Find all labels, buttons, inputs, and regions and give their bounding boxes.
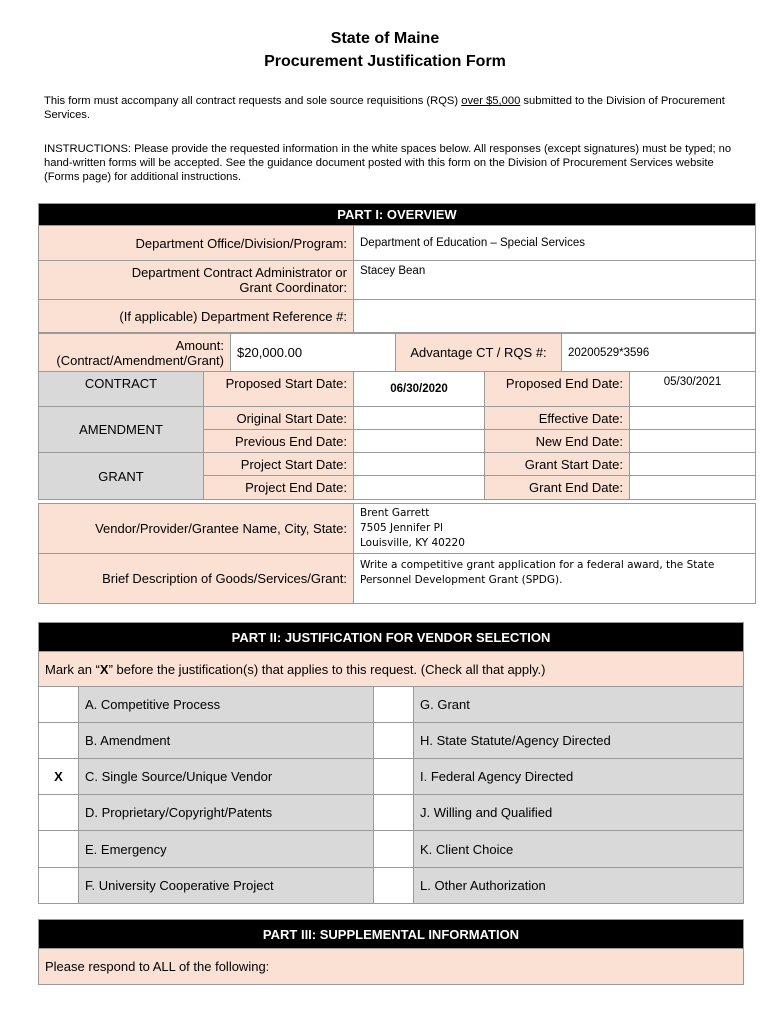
checkbox-k[interactable] — [374, 831, 414, 868]
amendment-label: AMENDMENT — [39, 407, 204, 453]
grant-end-label: Grant End Date: — [485, 476, 630, 500]
option-g: G. Grant — [414, 687, 744, 723]
option-k: K. Client Choice — [414, 831, 744, 868]
option-l: L. Other Authorization — [414, 868, 744, 904]
option-d: D. Proprietary/Copyright/Patents — [79, 795, 374, 831]
project-end-label: Project End Date: — [204, 476, 354, 500]
part2-instruction-before: Mark an “ — [45, 661, 100, 677]
advantage-field[interactable]: 20200529*3596 — [562, 334, 756, 372]
form-title: Procurement Justification Form — [264, 53, 506, 70]
admin-label-line1: Department Contract Administrator or — [131, 265, 347, 280]
ref-field[interactable] — [354, 300, 756, 333]
amount-label-line1: Amount: — [175, 337, 224, 353]
effective-date-label: Effective Date: — [485, 407, 630, 430]
new-end-field[interactable] — [630, 430, 756, 453]
admin-field[interactable]: Stacey Bean — [354, 261, 756, 300]
instructions-paragraph: INSTRUCTIONS: Please provide the requested information in the white spaces below. All responses (except signatures) must be typed; no hand-written forms will be accepted. See the guidance document posted with this form on the Division of Procurement Services website (Forms page) for additional instructions. — [44, 143, 732, 183]
checkbox-h[interactable] — [374, 723, 414, 759]
proposed-start-label: Proposed Start Date: — [204, 372, 354, 407]
part1-table — [38, 203, 756, 333]
grant-start-field[interactable] — [630, 453, 756, 476]
proposed-end-field[interactable]: 05/30/2021 — [630, 372, 756, 407]
option-i: I. Federal Agency Directed — [414, 759, 744, 795]
part3-heading: PART III: SUPPLEMENTAL INFORMATION — [39, 920, 744, 949]
amount-label — [39, 334, 231, 372]
option-h: H. State Statute/Agency Directed — [414, 723, 744, 759]
grant-label: GRANT — [39, 453, 204, 500]
original-start-label: Original Start Date: — [204, 407, 354, 430]
proposed-end-label: Proposed End Date: — [485, 372, 630, 407]
part2-instruction-after: ” before the justification(s) that applies to this request. (Check all that apply.) — [108, 661, 546, 677]
checkbox-i[interactable] — [374, 759, 414, 795]
contract-label: CONTRACT — [39, 372, 204, 407]
amount-label-line2: (Contract/Amendment/Grant) — [56, 352, 224, 368]
description-field[interactable]: Write a competitive grant application for a federal award, the State Personnel Development Grant (SPDG). — [354, 554, 756, 604]
checkbox-g[interactable] — [374, 687, 414, 723]
checkbox-d[interactable] — [39, 795, 79, 831]
checkbox-a[interactable] — [39, 687, 79, 723]
amount-row — [38, 333, 756, 372]
intro-text-before: This form must accompany all contract requests and sole source requisitions (RQS) — [44, 95, 462, 107]
part2-heading: PART II: JUSTIFICATION FOR VENDOR SELECTION — [39, 623, 744, 652]
checkbox-c[interactable]: X — [39, 759, 79, 795]
checkbox-l[interactable] — [374, 868, 414, 904]
checkbox-f[interactable] — [39, 868, 79, 904]
vendor-city: Louisville, KY 40220 — [360, 537, 465, 549]
project-start-label: Project Start Date: — [204, 453, 354, 476]
option-e: E. Emergency — [79, 831, 374, 868]
grant-start-label: Grant Start Date: — [485, 453, 630, 476]
vendor-field[interactable] — [354, 504, 756, 554]
option-c: C. Single Source/Unique Vendor — [79, 759, 374, 795]
part2-instruction-x: X — [99, 661, 109, 677]
effective-date-field[interactable] — [630, 407, 756, 430]
project-start-field[interactable] — [354, 453, 485, 476]
checkbox-e[interactable] — [39, 831, 79, 868]
vendor-name: Brent Garrett — [360, 507, 430, 519]
part3-instruction: Please respond to ALL of the following: — [39, 949, 744, 985]
previous-end-field[interactable] — [354, 430, 485, 453]
new-end-label: New End Date: — [485, 430, 630, 453]
option-a: A. Competitive Process — [79, 687, 374, 723]
part2-instruction — [39, 652, 744, 687]
admin-label — [39, 261, 354, 300]
option-j: J. Willing and Qualified — [414, 795, 744, 831]
dept-label: Department Office/Division/Program: — [39, 226, 354, 261]
vendor-label: Vendor/Provider/Grantee Name, City, State: — [39, 504, 354, 554]
amount-field[interactable]: $20,000.00 — [231, 334, 396, 372]
option-f: F. University Cooperative Project — [79, 868, 374, 904]
admin-label-line2: Grant Coordinator: — [239, 280, 347, 295]
dates-table — [38, 371, 756, 500]
intro-threshold: over $5,000 — [461, 95, 521, 107]
description-label: Brief Description of Goods/Services/Grant: — [39, 554, 354, 604]
option-b: B. Amendment — [79, 723, 374, 759]
checkbox-b[interactable] — [39, 723, 79, 759]
advantage-label: Advantage CT / RQS #: — [396, 334, 562, 372]
vendor-street: 7505 Jennifer Pl — [360, 522, 443, 534]
form-title-state: State of Maine — [330, 30, 440, 47]
original-start-field[interactable] — [354, 407, 485, 430]
project-end-field[interactable] — [354, 476, 485, 500]
proposed-start-field[interactable]: 06/30/2020 — [354, 372, 485, 407]
part3-table — [38, 919, 744, 985]
checkbox-j[interactable] — [374, 795, 414, 831]
intro-paragraph — [44, 94, 744, 122]
dept-field[interactable]: Department of Education – Special Services — [354, 226, 756, 261]
vendor-table — [38, 503, 756, 604]
ref-label: (If applicable) Department Reference #: — [39, 300, 354, 333]
part2-table — [38, 622, 744, 904]
grant-end-field[interactable] — [630, 476, 756, 500]
part1-heading: PART I: OVERVIEW — [39, 204, 756, 226]
previous-end-label: Previous End Date: — [204, 430, 354, 453]
intro-text-after: submitted to the Division of Procurement Services. — [44, 95, 725, 121]
